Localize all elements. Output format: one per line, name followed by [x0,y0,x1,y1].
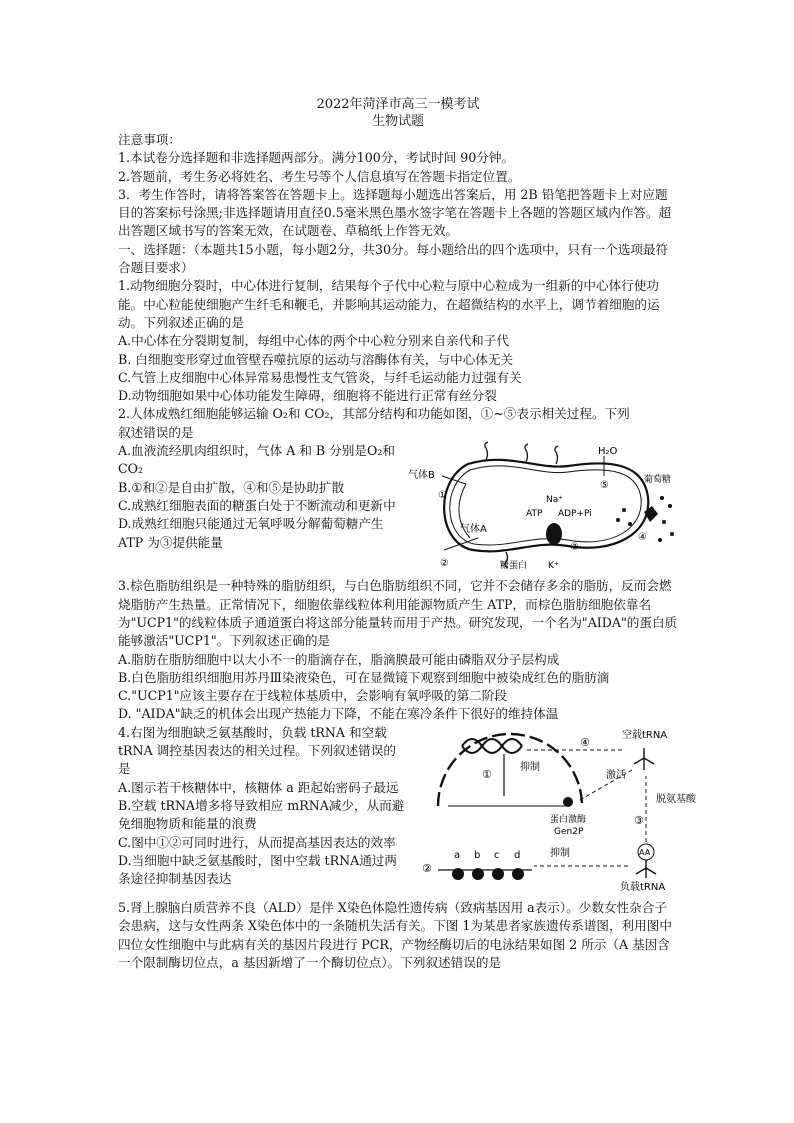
loaded-trna-icon [636,860,656,878]
question-2-stem-line-1: 2.人体成熟红细胞能够运输 O₂和 CO₂，其部分结构和功能如图，①~⑤表示相关过程。下列 [118,406,630,422]
water-label: H₂O [598,446,618,458]
gene-expression-figure [408,724,696,899]
cell-membrane-outer [444,460,648,552]
dna-strand-1 [462,739,522,753]
nuclear-envelope [438,734,582,806]
exam-page [118,96,696,972]
red-blood-cell-figure [408,442,678,577]
question-2-option-c: C.成熟红细胞表面的糖蛋白处于不断流动和更新中 [118,497,396,513]
question-3-option-b: B.白色脂肪组织细胞用苏丹Ⅲ染液染色，可在显微镜下观察到细胞中被染成红色的脂肪滴 [118,669,610,685]
question-1-option-c: C.气管上皮细胞中心体异常易患慢性支气管炎，与纤毛运动能力过强有关 [118,369,522,385]
ribosome-a-label: a [454,849,461,861]
question-3-option-d: D. "AIDA"缺乏的机体会出现产热能力下降，不能在寒冷条件下很好的维持体温 [118,706,559,722]
note-item-2: 2.答题前，考生务必将姓名、考生号等个人信息填写在答题卡指定位置。 [118,168,521,184]
glycoprotein-label: 糖蛋白 [500,561,528,572]
gas-a-label: 气体A [460,524,487,536]
question-4-option-b: B.空载 tRNA增多将导致相应 mRNA减少，从而避免细胞物质和能量的浪费 [118,797,405,832]
adp-label: ADP+Pi [558,509,592,520]
question-1-option-a: A.中心体在分裂期复制，每组中心体的两个中心粒分别来自亲代和子代 [118,333,509,349]
loaded-trna-label: 负载tRNA [620,881,666,893]
question-3-stem: 3.棕色脂肪组织是一种特殊的脂肪组织，与白色脂肪组织不同，它并不会储存多余的脂肪，反而会燃烧脂肪产生热量。正常情况下，细胞依靠线粒体利用能源物质产生 ATP，而棕色脂肪细胞依靠名为"UCP1"的线粒体质子通道蛋白将这部分能量转而用于产热。研究发现，一个名为"AIDA"的蛋白质能够激活"UCP1"。下列叙述正确的是 [118,578,678,649]
sodium-potassium-pump-icon [546,523,562,545]
ribosome-b-label: b [474,849,481,861]
exam-subtitle: 生物试题 [371,114,424,129]
process-5-label: ⑤ [600,480,609,492]
inhibit-label-1: 抑制 [520,761,540,773]
empty-trna-label: 空载tRNA [622,729,668,741]
process-1-label: ① [438,490,447,502]
glucose-label: 葡萄糖 [644,475,672,486]
dna-strand-2 [462,739,522,753]
question-3-option-c: C."UCP1"应该主要存在于线粒体基质中，会影响有氧呼吸的第二阶段 [118,688,507,704]
question-4-option-a: A.图示若干核糖体中，核糖体 a 距起始密码子最远 [118,779,399,795]
process-3-label: ③ [570,542,579,554]
question-2-option-d: D.成熟红细胞只能通过无氧呼吸分解葡萄糖产生 ATP 为③提供能量 [118,516,384,550]
question-3-option-a: A.脂肪在脂肪细胞中以大小不一的脂滴存在，脂滴膜最可能由磷脂双分子层构成 [118,651,560,667]
process-2-label: ② [440,558,449,570]
question-2-option-b: B.①和②是自由扩散，④和⑤是协助扩散 [118,479,345,495]
question-2-option-a: A.血液流经肌肉组织时，气体 A 和 B 分别是O₂和 CO₂ [118,443,395,477]
question-4-body [118,724,696,899]
aa-label: AA [639,847,651,857]
glucose-transporter-icon [644,506,658,522]
question-4-option-c: C.图中①②可同时进行，从而提高基因表达的效率 [118,834,396,850]
notes-heading: 注意事项： [118,132,181,147]
process-4-label: ④ [638,532,647,544]
inhibit-label-2: 抑制 [550,847,570,859]
question-2-options [118,442,408,577]
note-item-3: 3．考生作答时，请将答案答在答题卡上。选择题每小题选出答案后，用 2B 铅笔把答题卡上对应题目的答案标号涂黑;非选择题请用直径0.5毫米黑色墨水签字笔在答题卡上各题的答题区域内作答。超出答题区域书写的答案无效，在试题卷、草稿纸上作答无效。 [118,186,672,239]
process-3-label: ③ [634,813,644,827]
kinase-label: 蛋白激酶 [550,814,587,825]
section-heading: 一、选择题：（本题共15小题，每小题2分，共30分。每小题给出的四个选项中，只有一个选项最符合题目要求） [118,241,669,276]
gen2p-label: Gen2P [554,826,584,837]
na-label: Na⁺ [546,495,563,506]
process-4-label: ④ [580,735,590,749]
process-1-label: ① [482,767,492,781]
question-4-text [118,724,408,899]
question-2-body [118,442,678,577]
activate-label: 激活 [606,769,626,781]
kinase-icon [563,797,573,807]
question-1-stem: 1.动物细胞分裂时，中心体进行复制，结果每个子代中心粒与原中心粒成为一组新的中心体行使功能。中心粒能使细胞产生纤毛和鞭毛，并影响其运动能力，在超微结构的水平上，调节着细胞的运动。下列叙述正确的是 [118,278,660,330]
note-item-1: 1.本试卷分选择题和非选择题两部分。满分100分，考试时间 90分钟。 [118,150,515,166]
k-label: K⁺ [548,561,559,572]
process-2-label: ② [422,861,432,875]
question-5-stem: 5.肾上腺脑白质营养不良（ALD）是伴 X染色体隐性遗传病（致病基因用 a表示）。少数女性杂合子会患病，这与女性两条 X染色体中的一条随机失活有关。下图 1为某患者家族遗传系谱图，利用图中四位女性细胞中与此病有关的基因片段进行 PCR，产物经酶切后的电泳结果如图 2 所示（A 基因含一个限制酶切位点，a 基因新增了一个酶切位点）。下列叙述错误的是 [118,900,672,970]
question-4-stem: 4.右图为细胞缺乏氨基酸时，负载 tRNA 和空载 tRNA 调控基因表达的相关过程。下列叙述错误的是 [118,724,396,777]
question-2-stem-line-2: 叙述错误的是 [118,424,194,440]
red-blood-cell-diagram [408,442,678,572]
ribosome-c-label: c [494,849,500,861]
empty-trna-icon [634,748,654,770]
deaminoacyl-label: 脱氨基酸 [656,793,696,805]
ribosome-d-label: d [514,849,521,861]
gene-expression-diagram [408,724,696,894]
atp-label: ATP [526,509,543,520]
question-1-option-d: D.动物细胞如果中心体功能发生障碍，细胞将不能进行正常有丝分裂 [118,388,497,404]
gas-b-label: 气体B [408,470,435,482]
exam-title: 2022年菏泽市高三一模考试 [316,97,480,112]
question-1-option-b: B. 白细胞变形穿过血管壁吞噬抗原的运动与溶酶体有关，与中心体无关 [118,351,514,367]
question-4-option-d: D.当细胞中缺乏氨基酸时，图中空载 tRNA通过两条途径抑制基因表达 [118,852,397,887]
